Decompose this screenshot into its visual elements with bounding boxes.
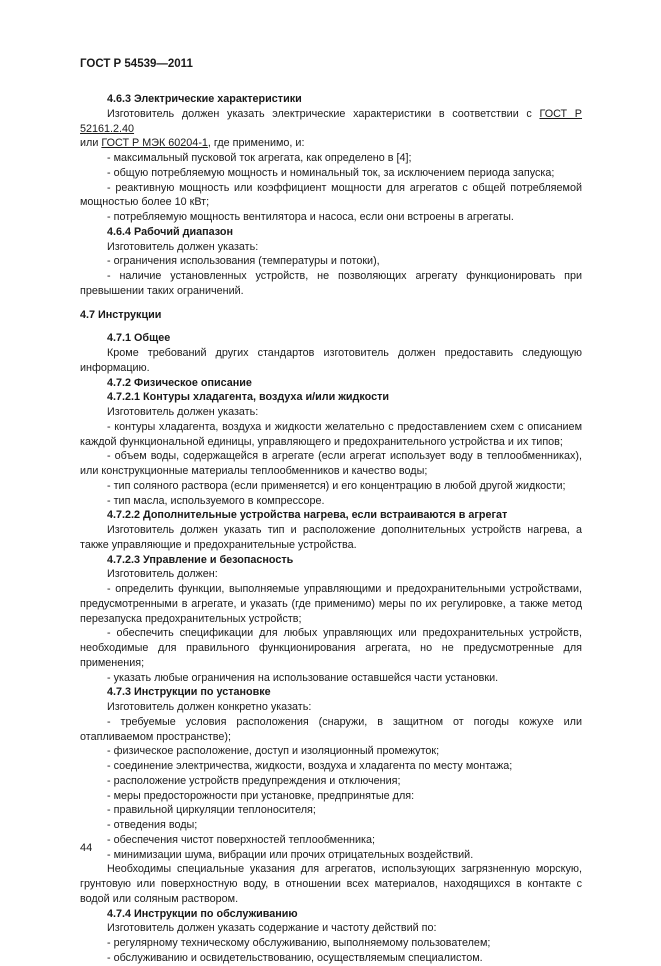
standard-link-gost-52161[interactable]: ГОСТ Р 52161.2.40 [80,107,583,135]
list-item: - требуемые условия расположения (снаружи, в защитном от погоды кожухе или отапливаемом пространстве); [80,715,582,743]
list-item: - правильной циркуляции теплоносителя; [107,804,316,817]
list-item: - обеспечения чистот поверхностей теплообменника; [107,833,375,846]
page-number: 44 [80,842,93,854]
page-content [80,92,582,966]
list-item: - соединение электричества, жидкости, воздуха и хладагента по месту монтажа; [107,760,513,772]
list-item: - максимальный пусковой ток агрегата, как определено в [4]; [107,152,412,164]
section-4-7-2-2-text: Изготовитель должен указать тип и расположение дополнительных устройств нагрева, а также управляющие и предохранительные устройства. [80,524,582,551]
section-4-6-3-intro [80,107,582,151]
document-header: ГОСТ Р 54539—2011 [80,58,193,70]
list-item: - определить функции, выполняемые управляющими и предохранительными устройствами, предусмотренными в агрегате, и указать (где применимо) меры по их регулировке, а также метод перезапуска предохранительных устройств; [80,583,582,625]
list-item: - объем воды, содержащейся в агрегате (если агрегат использует воду в теплообменниках), или конструкционные материалы теплообменников и качество воды; [80,450,582,477]
list-item: - наличие установленных устройств, не позволяющих агрегату функционировать при превышении таких ограничений. [80,270,582,297]
section-4-7-3-title: 4.7.3 Инструкции по установке [107,686,271,699]
list-item: - реактивную мощность или коэффициент мощности для агрегатов с общей потребляемой мощностью более 10 кВт; [80,181,582,209]
intro-text-c: , где применимо, и: [207,137,305,150]
section-4-7-1-text: Кроме требований других стандартов изготовитель должен предоставить следующую информацию. [80,347,582,374]
section-4-7-3-note: Необходимы специальные указания для агрегатов, использующих загрязненную морскую, грунтовую или поверхностную воду, в отношении всех материалов, находящихся в контакте с водой или соляным раствором. [80,863,582,905]
list-item: - общую потребляемую мощность и номинальный ток, за исключением периода запуска; [107,166,555,179]
list-item: - ограничения использования (температуры и потоки), [107,255,380,268]
section-4-7-3-intro: Изготовитель должен конкретно указать: [107,701,312,713]
section-4-7-4-intro: Изготовитель должен указать содержание и частоту действий по: [107,922,437,935]
standard-link-gost-iec-60204[interactable]: ГОСТ Р МЭК 60204-1 [101,137,208,150]
section-4-7-2-3-title: 4.7.2.3 Управление и безопасность [107,553,294,566]
section-4-7-title: 4.7 Инструкции [80,308,162,321]
section-4-6-4-title: 4.6.4 Рабочий диапазон [107,225,233,238]
section-4-7-2-title: 4.7.2 Физическое описание [107,376,252,389]
list-item: - тип масла, используемого в компрессоре. [107,494,325,507]
list-item: - физическое расположение, доступ и изоляционный промежуток; [107,745,440,758]
section-4-7-1-title: 4.7.1 Общее [107,332,171,345]
section-4-7-2-3-intro: Изготовитель должен: [107,568,218,581]
list-item: - обслуживанию и освидетельствованию, осуществляемым специалистом. [107,951,483,964]
list-item: - минимизации шума, вибрации или прочих отрицательных воздействий. [107,848,474,861]
intro-text-b: или [80,137,102,150]
list-item: - меры предосторожности при установке, предпринятые для: [107,789,415,802]
list-item: - потребляемую мощность вентилятора и насоса, если они встроены в агрегаты. [107,211,514,223]
list-item: - контуры хладагента, воздуха и жидкости желательно с предоставлением схем с описанием каждой функциональной единицы, управляющего и предохранительного устройства и их типов; [80,420,582,448]
intro-text-a: Изготовитель должен указать электрические характеристики в соответствии с [107,107,540,120]
list-item: - обеспечить спецификации для любых управляющих или предохранительных устройств, необходимые для правильного функционирования агрегата, но не предусмотренные для применения; [80,627,582,669]
section-4-7-2-1-intro: Изготовитель должен указать: [107,406,259,418]
list-item: - указать любые ограничения на использование оставшейся части установки. [107,671,499,684]
section-4-6-4-intro: Изготовитель должен указать: [107,240,259,253]
list-item: - расположение устройств предупреждения и отключения; [107,774,401,787]
section-4-7-4-title: 4.7.4 Инструкции по обслуживанию [107,907,298,920]
section-4-6-3-title: 4.6.3 Электрические характеристики [107,93,302,105]
list-item: - регулярному техническому обслуживанию, выполняемому пользователем; [107,937,491,949]
list-item: - отведения воды; [107,819,198,831]
section-4-7-2-1-title: 4.7.2.1 Контуры хладагента, воздуха и/или жидкости [107,391,390,404]
list-item: - тип соляного раствора (если применяется) и его концентрацию в любой другой жидкости; [107,479,566,492]
section-4-7-2-2-title: 4.7.2.2 Дополнительные устройства нагрева, если встраиваются в агрегат [107,509,508,522]
